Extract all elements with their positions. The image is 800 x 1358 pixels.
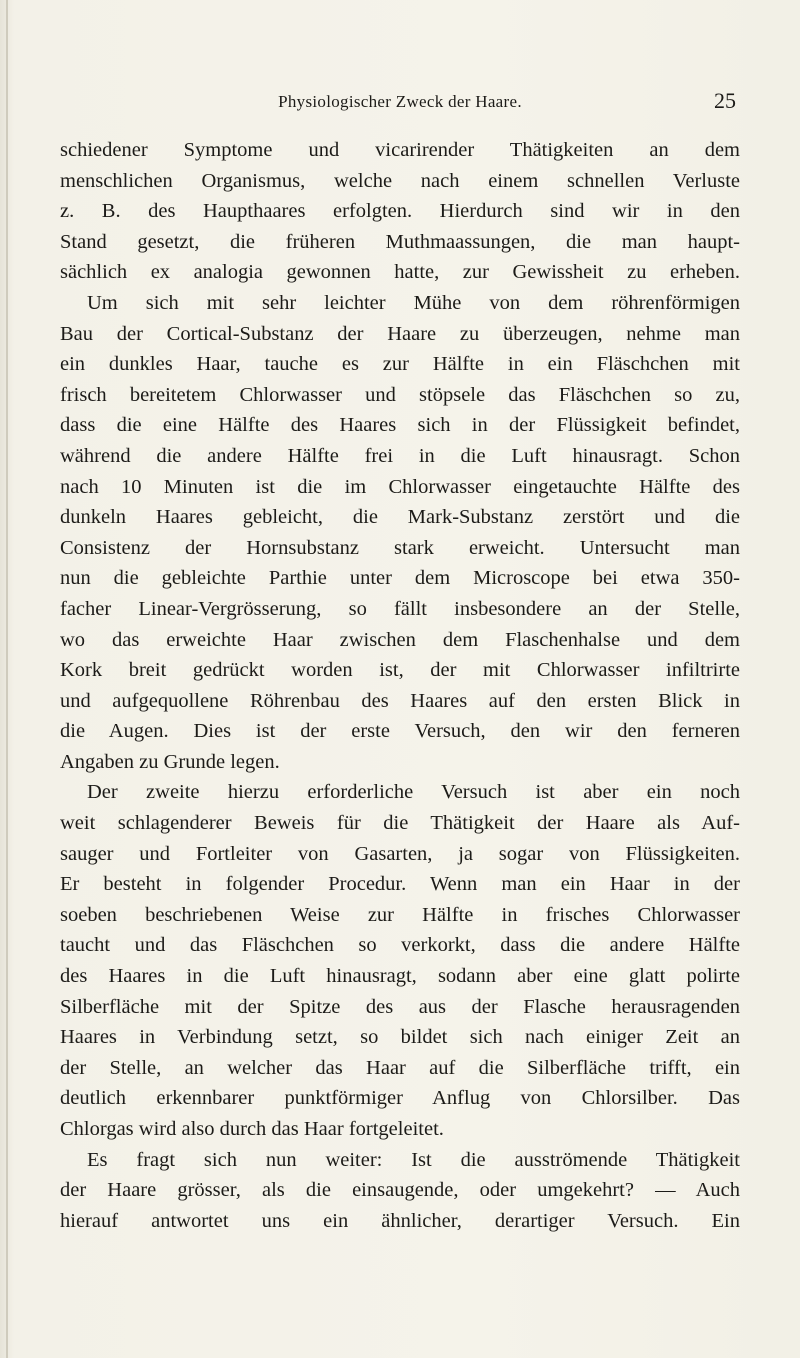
text-line: hierauf antwortet uns ein ähnlicher, derartiger Versuch. Ein [60, 1209, 740, 1232]
page-header [60, 88, 740, 122]
text-line: menschlichen Organismus, welche nach einem schnellen Verluste [60, 169, 740, 192]
text-line: wo das erweichte Haar zwischen dem Flaschenhalse und dem [60, 628, 740, 651]
text-line: weit schlagenderer Beweis für die Thätigkeit der Haare als Auf- [60, 812, 740, 835]
text-line: Angaben zu Grunde legen. [60, 750, 280, 773]
text-line: taucht und das Fläschchen so verkorkt, dass die andere Hälfte [60, 934, 740, 957]
text-line: Silberfläche mit der Spitze des aus der Flasche herausragenden [60, 995, 740, 1018]
text-line: Chlorgas wird also durch das Haar fortgeleitet. [60, 1118, 444, 1140]
text-line: des Haares in die Luft hinausragt, sodann aber eine glatt polirte [60, 965, 740, 988]
text-line: z. B. des Haupthaares erfolgten. Hierdurch sind wir in den [60, 200, 740, 223]
text-line: dass die eine Hälfte des Haares sich in der Flüssigkeit befindet, [60, 414, 740, 437]
text-line: schiedener Symptome und vicarirender Thätigkeiten an dem [60, 139, 740, 161]
text-line: Bau der Cortical-Substanz der Haare zu überzeugen, nehme man [60, 322, 740, 345]
text-line: sauger und Fortleiter von Gasarten, ja sogar von Flüssigkeiten. [60, 842, 740, 865]
text-line: Consistenz der Hornsubstanz stark erweicht. Untersucht man [60, 536, 740, 559]
text-line: Haares in Verbindung setzt, so bildet sich nach einiger Zeit an [60, 1026, 740, 1049]
text-line: der Haare grösser, als die einsaugende, oder umgekehrt? — Auch [60, 1179, 740, 1202]
text-line: deutlich erkennbarer punktförmiger Anflug von Chlorsilber. Das [60, 1087, 740, 1110]
text-line: während die andere Hälfte frei in die Luft hinausragt. Schon [60, 444, 740, 467]
text-line: facher Linear-Vergrösserung, so fällt insbesondere an der Stelle, [60, 597, 740, 620]
text-line: frisch bereitetem Chlorwasser und stöpsele das Fläschchen so zu, [60, 383, 740, 406]
text-line: Es fragt sich nun weiter: Ist die ausströmende Thätigkeit [87, 1148, 740, 1171]
text-line: Stand gesetzt, die früheren Muthmaassungen, die man haupt- [60, 230, 740, 253]
text-line: dunkeln Haares gebleicht, die Mark-Substanz zerstört und die [60, 506, 740, 529]
page-edge [6, 0, 8, 1358]
text-line: sächlich ex analogia gewonnen hatte, zur Gewissheit zu erheben. [60, 261, 740, 284]
text-line: ein dunkles Haar, tauche es zur Hälfte in ein Fläschchen mit [60, 353, 740, 376]
text-line: nun die gebleichte Parthie unter dem Microscope bei etwa 350- [60, 567, 740, 590]
text-line: nach 10 Minuten ist die im Chlorwasser eingetauchte Hälfte des [60, 475, 740, 498]
text-line: der Stelle, an welcher das Haar auf die Silberfläche trifft, ein [60, 1056, 740, 1079]
text-line: soeben beschriebenen Weise zur Hälfte in frisches Chlorwasser [60, 903, 740, 926]
text-line: Er besteht in folgender Procedur. Wenn man ein Haar in der [60, 873, 740, 896]
text-line: und aufgequollene Röhrenbau des Haares auf den ersten Blick in [60, 689, 740, 712]
text-line: die Augen. Dies ist der erste Versuch, den wir den ferneren [60, 720, 740, 743]
text-line: Kork breit gedrückt worden ist, der mit Chlorwasser infiltrirte [60, 659, 740, 682]
text-line: Der zweite hierzu erforderliche Versuch ist aber ein noch [87, 781, 740, 804]
running-title: Physiologischer Zweck der Haare. [278, 92, 522, 111]
text-line: Um sich mit sehr leichter Mühe von dem röhrenförmigen [87, 291, 740, 314]
page-number: 25 [714, 88, 736, 113]
body-text [60, 135, 740, 1236]
